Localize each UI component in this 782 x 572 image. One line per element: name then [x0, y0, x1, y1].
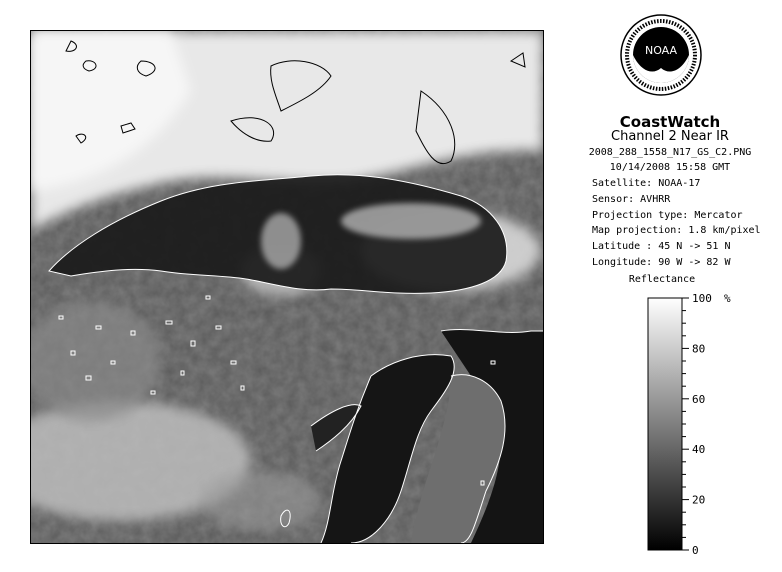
channel-label: Channel 2 Near IR: [611, 129, 729, 144]
noaa-logo-icon: [620, 14, 702, 96]
scale-tick-label: 60: [692, 392, 706, 406]
sensor-label: Sensor: AVHRR: [592, 194, 671, 205]
projection-type-label: Projection type: Mercator: [592, 210, 743, 221]
product-title: CoastWatch: [619, 113, 721, 131]
scale-tick-label: 100: [692, 292, 712, 305]
satellite-label: Satellite: NOAA-17: [592, 178, 701, 189]
filename-label: 2008_288_1558_N17_GS_C2.PNG: [588, 147, 752, 158]
scale-unit: %: [724, 292, 731, 305]
map-projection-label: Map projection: 1.8 km/pixel: [592, 225, 761, 236]
scale-tick-label: 40: [692, 443, 706, 457]
scale-tick-label: 80: [692, 342, 706, 356]
scale-tick-label: 0: [692, 544, 699, 557]
scale-tick-label: 20: [692, 493, 706, 507]
scale-title: Reflectance: [628, 274, 696, 285]
scale-gradient-bar: [648, 298, 682, 550]
longitude-label: Longitude: 90 W -> 82 W: [592, 257, 731, 268]
reflectance-scale: [640, 292, 750, 557]
latitude-label: Latitude : 45 N -> 51 N: [592, 241, 731, 252]
logo-text: NOAA: [644, 44, 678, 57]
satellite-image: [30, 30, 544, 544]
datetime-label: 10/14/2008 15:58 GMT: [609, 162, 731, 173]
